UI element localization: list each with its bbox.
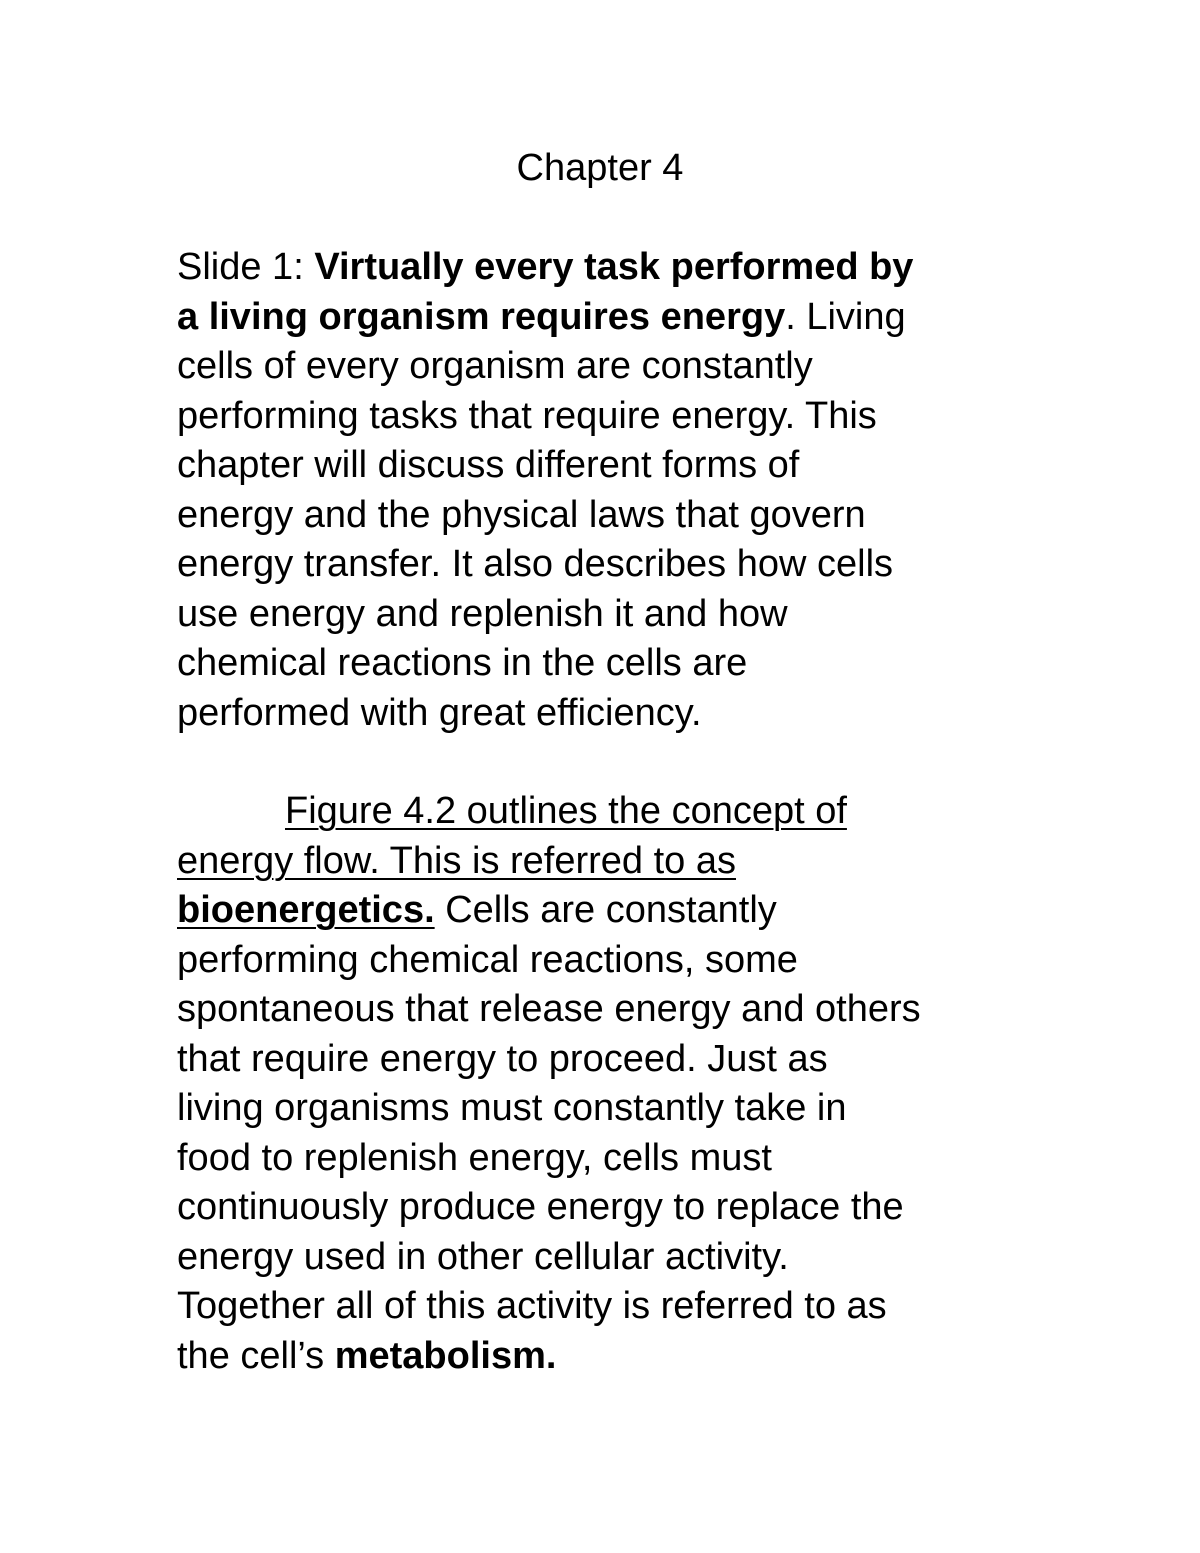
text-line (177, 441, 1037, 491)
bold-text-run: bioenergetics. (177, 889, 435, 931)
text-line (177, 392, 1037, 442)
text-run: continuously produce energy to replace the (177, 1186, 904, 1228)
text-line (177, 689, 1037, 739)
text-line (177, 1084, 1037, 1134)
text-run: living organisms must constantly take in (177, 1087, 847, 1129)
text-run: chapter will discuss different forms of (177, 444, 800, 486)
text-run: chemical reactions in the cells are (177, 642, 748, 684)
text-line (177, 342, 1037, 392)
text-line (177, 936, 1037, 986)
chapter-title: Chapter 4 (516, 147, 684, 189)
text-line (177, 886, 1037, 936)
text-line (177, 787, 1037, 837)
text-line (177, 639, 1037, 689)
text-run: food to replenish energy, cells must (177, 1136, 772, 1179)
text-line (177, 1282, 1037, 1332)
text-run: energy used in other cellular activity. (177, 1235, 789, 1278)
text-run: Slide 1: (177, 246, 315, 288)
text-line (177, 1332, 1037, 1382)
text-line (177, 1183, 1037, 1233)
text-line (177, 293, 1037, 343)
text-line (177, 1035, 1037, 1085)
text-run: performed with great efficiency. (177, 691, 702, 734)
bold-text-run: Virtually every task performed by (314, 246, 914, 288)
paragraph-bioenergetics (177, 787, 1037, 1381)
text-line (177, 590, 1037, 640)
text-line (177, 985, 1037, 1035)
text-run: the cell’s (177, 1334, 335, 1377)
text-run: energy and the physical laws that govern (177, 493, 866, 536)
text-run: Cells are constantly (434, 889, 777, 931)
text-run: use energy and replenish it and how (177, 592, 788, 635)
text-run: that require energy to proceed. Just as (177, 1037, 828, 1080)
underlined-text-run: energy flow. This is referred to as (177, 839, 736, 882)
text-line (177, 243, 1037, 293)
text-line (177, 491, 1037, 541)
text-run: performing tasks that require energy. This (177, 394, 877, 437)
underlined-text-run: Figure 4.2 outlines the concept of (285, 790, 847, 832)
text-run: spontaneous that release energy and others (177, 988, 921, 1030)
text-line (177, 1233, 1037, 1283)
bold-text-run: a living organism requires energy (177, 295, 786, 338)
text-run: performing chemical reactions, some (177, 938, 798, 981)
text-run: energy transfer. It also describes how cells (177, 543, 894, 585)
text-line (177, 540, 1037, 590)
text-line (177, 837, 1037, 887)
text-run: cells of every organism are constantly (177, 345, 813, 387)
text-run: Together all of this activity is referred to as (177, 1285, 887, 1327)
paragraph-slide-1 (177, 243, 1037, 738)
bold-text-run: metabolism. (334, 1334, 557, 1377)
text-line (177, 1134, 1037, 1184)
text-run: . Living (785, 295, 906, 338)
